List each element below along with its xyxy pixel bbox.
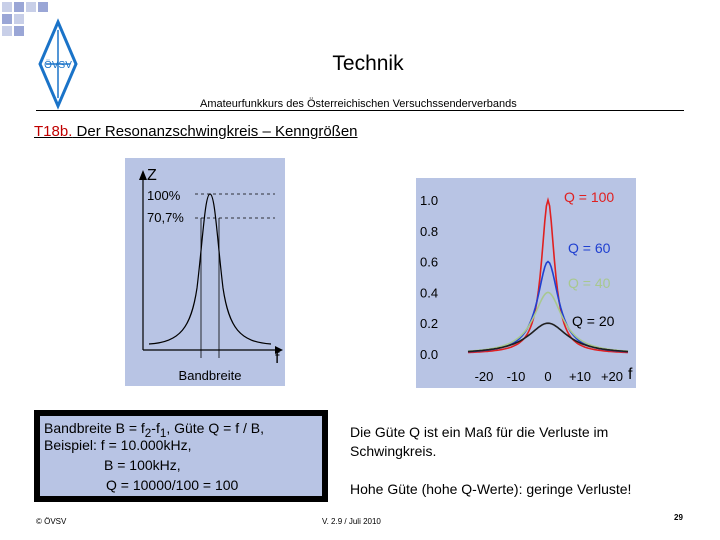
- x-tick-label: -20: [474, 369, 494, 384]
- footer-version: V. 2.9 / Juli 2010: [322, 517, 381, 526]
- quality-text-conclusion: Hohe Güte (hohe Q-Werte): geringe Verluste!: [350, 481, 632, 497]
- bandwidth-figure: [125, 158, 285, 386]
- quality-text-line-1: Die Güte Q ist ein Maß für die Verluste im: [350, 424, 609, 440]
- series-label: Q = 60: [568, 240, 611, 256]
- page-subtitle: Amateurfunkkurs des Österreichischen Versuchssenderverbands: [200, 98, 517, 110]
- info-box: [40, 416, 322, 496]
- series-label: Q = 20: [572, 313, 615, 329]
- quality-text-line-2: Schwingkreis.: [350, 443, 437, 459]
- series-label: Q = 40: [568, 275, 611, 291]
- info-line-4: Q = 10000/100 = 100: [106, 477, 239, 493]
- series-label: Q = 100: [564, 189, 615, 205]
- y-tick-label: 0.2: [420, 316, 439, 332]
- x-tick-label: 0: [544, 369, 552, 384]
- x-tick-label: -10: [506, 369, 526, 384]
- bandwidth-plot: [125, 158, 285, 386]
- y-tick-label: 0.6: [420, 254, 439, 270]
- logo-squares-decoration: [2, 2, 48, 36]
- q-factor-chart: [416, 178, 636, 388]
- y-axis-arrow: [139, 170, 147, 180]
- bandwidth-label: Bandbreite: [178, 368, 242, 383]
- y-tick-label: 0.8: [420, 223, 439, 239]
- page-title: Technik: [332, 52, 404, 75]
- q-factor-plot: [416, 178, 636, 388]
- header-divider: [36, 110, 684, 111]
- y-axis-label: Z: [147, 167, 157, 184]
- info-line-3: B = 100kHz,: [104, 457, 181, 473]
- y-tick-label: 1.0: [420, 193, 439, 208]
- x-axis-label: f: [628, 366, 633, 383]
- x-axis-label: f: [275, 350, 280, 367]
- footer-page-number: 29: [674, 513, 683, 522]
- heading-code: T18b.: [34, 123, 73, 140]
- slide-heading: [34, 123, 358, 140]
- x-tick-label: +20: [600, 369, 624, 384]
- x-tick-label: +10: [568, 369, 592, 384]
- info-line-1: Bandbreite $B = f_2-f_1$, Güte Q = f / B,: [44, 420, 264, 440]
- y-tick-label: 0.0: [420, 347, 439, 362]
- y-tick-label: 0.4: [420, 285, 439, 301]
- heading-text: Der Resonanzschwingkreis – Kenngrößen: [72, 123, 358, 140]
- info-line-2: Beispiel: f = 10.000kHz,: [44, 437, 192, 453]
- level-100-label: 100%: [147, 188, 181, 203]
- level-707-label: 70,7%: [147, 210, 184, 225]
- footer-copyright: © ÖVSV: [36, 517, 67, 526]
- logo-text: ÖVSV: [44, 60, 72, 71]
